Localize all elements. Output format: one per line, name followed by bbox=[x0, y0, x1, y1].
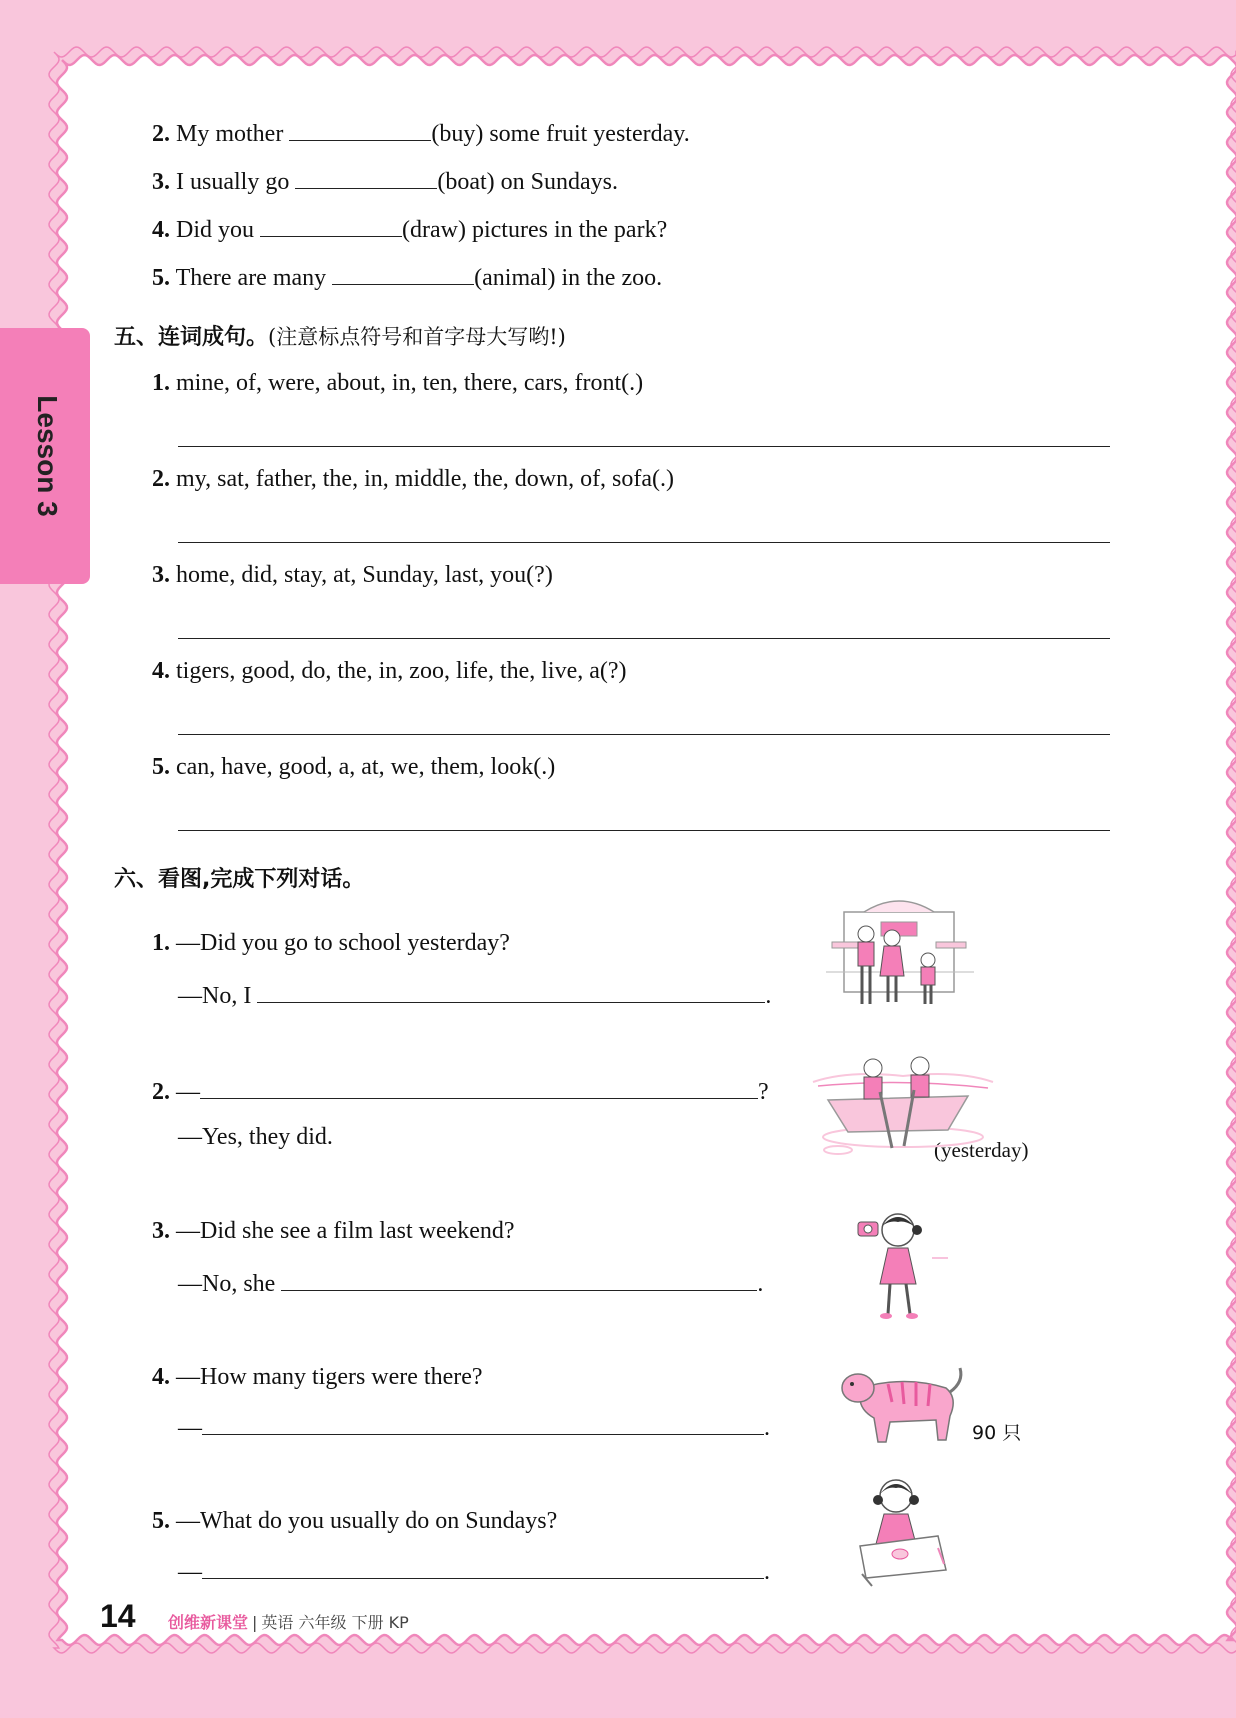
section5-item-3: 3. home, did, stay, at, Sunday, last, you(?) bbox=[152, 562, 553, 588]
dialog-5-question: 5. —What do you usually do on Sundays? bbox=[152, 1508, 558, 1534]
fill-item-3: 3. I usually go (boat) on Sundays. bbox=[152, 166, 618, 196]
school-gate-family-illustration bbox=[826, 892, 976, 1012]
fill-blank[interactable] bbox=[295, 166, 437, 189]
dialog-4-hint: 90 只 bbox=[972, 1422, 1022, 1444]
dialog-2-hint: (yesterday) bbox=[934, 1138, 1029, 1162]
section6-title: 六、看图,完成下列对话。 bbox=[114, 867, 365, 892]
fill-item-2: 2. My mother (buy) some fruit yesterday. bbox=[152, 118, 690, 148]
section5-item-2: 2. my, sat, father, the, in, middle, the, down, of, sofa(.) bbox=[152, 466, 675, 492]
dialog-4-answer: — . bbox=[178, 1412, 770, 1442]
dialog-5-answer: — . bbox=[178, 1556, 770, 1586]
fill-blank[interactable] bbox=[289, 118, 431, 141]
dialog-3-answer: —No, she . bbox=[178, 1268, 763, 1298]
dialog-2-question: 2. — ? bbox=[152, 1076, 769, 1106]
fill-item-5: 5. There are many (animal) in the zoo. bbox=[152, 262, 662, 292]
answer-blank[interactable] bbox=[202, 1412, 764, 1435]
section5-item-5: 5. can, have, good, a, at, we, them, look(.) bbox=[152, 754, 556, 780]
answer-blank[interactable] bbox=[200, 1076, 758, 1099]
tiger-illustration bbox=[838, 1362, 966, 1448]
dialog-4-question: 4. —How many tigers were there? bbox=[152, 1364, 483, 1390]
section5-title: 五、连词成句。(注意标点符号和首字母大写哟!) bbox=[114, 325, 566, 350]
fill-blank[interactable] bbox=[260, 214, 402, 237]
fill-blank[interactable] bbox=[332, 262, 474, 285]
dialog-3-question: 3. —Did she see a film last weekend? bbox=[152, 1218, 515, 1244]
answer-blank[interactable] bbox=[257, 980, 765, 1003]
dialog-1-answer: —No, I . bbox=[178, 980, 771, 1010]
girl-drawing-illustration bbox=[854, 1474, 950, 1588]
fill-item-4: 4. Did you (draw) pictures in the park? bbox=[152, 214, 667, 244]
girl-with-camera-illustration bbox=[852, 1206, 952, 1324]
section5-item-4: 4. tigers, good, do, the, in, zoo, life, the, live, a(?) bbox=[152, 658, 627, 684]
footer-info: 创维新课堂 | 英语 六年级 下册 KP bbox=[168, 1613, 409, 1632]
dialog-1-question: 1. —Did you go to school yesterday? bbox=[152, 930, 510, 956]
answer-line[interactable] bbox=[178, 830, 1110, 831]
answer-line[interactable] bbox=[178, 446, 1110, 447]
lesson-tab-label: Lesson 3 bbox=[32, 395, 63, 517]
page-number: 14 bbox=[100, 1598, 136, 1634]
dialog-2-answer: —Yes, they did. bbox=[178, 1124, 333, 1150]
answer-line[interactable] bbox=[178, 734, 1110, 735]
answer-blank[interactable] bbox=[281, 1268, 757, 1291]
answer-line[interactable] bbox=[178, 542, 1110, 543]
answer-line[interactable] bbox=[178, 638, 1110, 639]
answer-blank[interactable] bbox=[202, 1556, 764, 1579]
rowing-boat-illustration bbox=[808, 1052, 998, 1156]
section5-item-1: 1. mine, of, were, about, in, ten, there, cars, front(.) bbox=[152, 370, 644, 396]
